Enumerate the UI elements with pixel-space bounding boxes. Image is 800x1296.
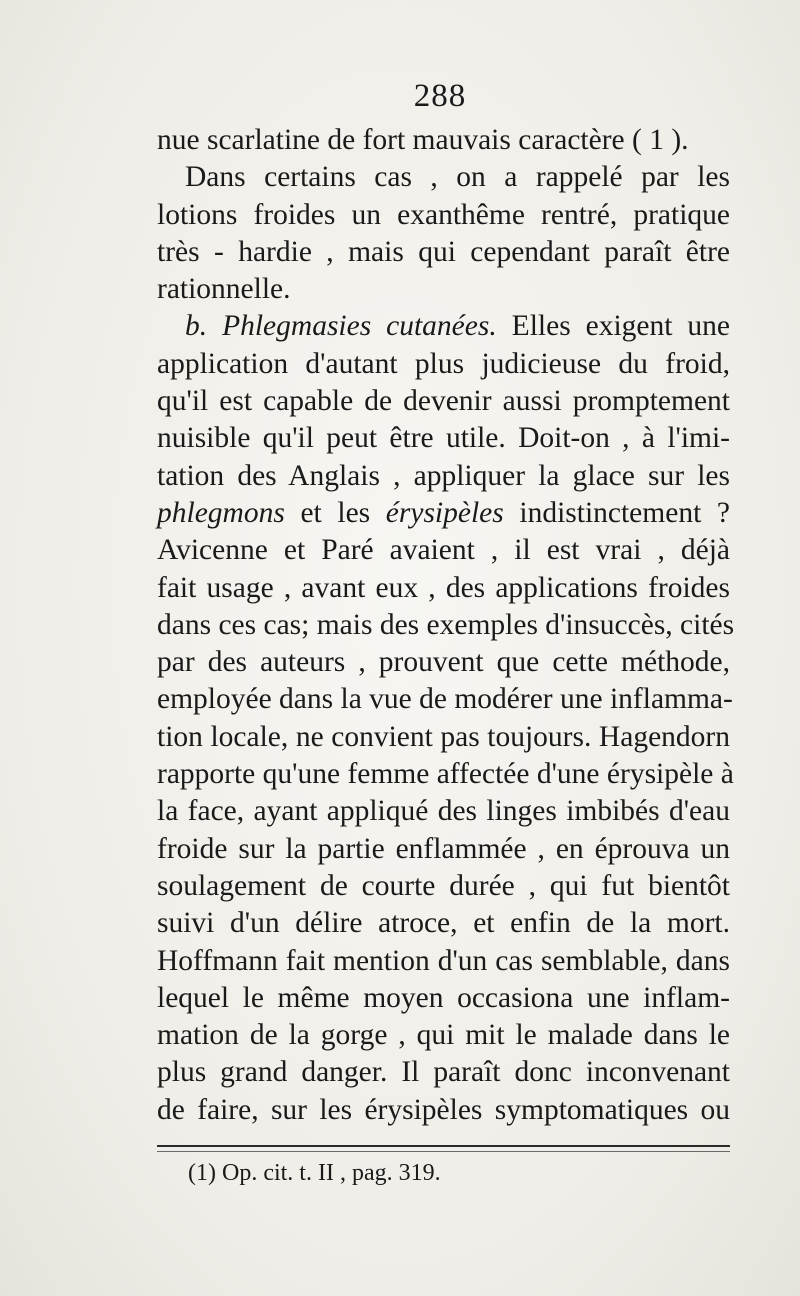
text-run: qu'il est capable de devenir aussi promptement [157,385,730,418]
text-run: de faire, sur les érysipèles symptomatiques ou [157,1093,730,1126]
text-line [157,234,730,271]
text-run: suivi d'un délire atroce, et enfin de la mort. [157,907,730,940]
text-run: et les [284,496,386,529]
text-run: fait usage , avant eux , des applications froides [157,571,730,604]
text-run: mation de la gorge , qui mit le malade dans le [157,1019,730,1052]
page-number: 288 [413,78,467,114]
text-run: très - hardie , mais qui cependant paraît être [157,235,730,268]
text-run: Hoffmann fait mention d'un cas semblable, dans [157,944,730,977]
text-run: soulagement de courte durée , qui fut bientôt [157,869,730,902]
text-line [157,943,730,980]
text-line [157,681,733,718]
text-run: rapporte qu'une femme affectée d'une érysipèle à [157,758,734,791]
text-line [157,607,735,644]
text-run: employée dans la vue de modérer une inflamma- [157,683,733,716]
text-run: nue scarlatine de fort mauvais caractère ( 1 ). [157,124,689,156]
text-run: Dans certains cas , on a rappelé par les [185,161,730,194]
text-line [157,644,730,681]
text-run: application d'autant plus judicieuse du froid, [157,347,730,380]
text-run: Avicenne et Paré avaient , il est vrai , déjà [157,534,730,567]
text-run: nuisible qu'il peut être utile. Doit-on , à l'imi- [157,422,730,455]
text-run: tion locale, ne convient pas toujours. Hagendorn [157,720,730,753]
text-run: indistinctement ? [503,496,730,529]
text-line [157,868,730,905]
text-line [157,383,730,420]
text-run: la face, ayant appliqué des linges imbibés d'eau [157,795,730,828]
italic-text: b. [185,310,223,343]
text-line [157,831,730,868]
text-line [157,905,730,942]
italic-text: Phlegmasies cutanées. [222,310,497,343]
text-run: rationnelle. [157,273,291,306]
footnote-rule [157,1145,730,1147]
italic-text: phlegmons [157,496,285,529]
text-run: par des auteurs , prouvent que cette méthode, [157,646,730,679]
text-line [157,197,730,234]
body-text [157,122,735,1129]
text-run: dans ces cas; mais des exemples d'insuccès, cités [157,608,735,641]
text-line [157,495,730,532]
text-line [157,308,730,345]
text-line [157,1092,730,1129]
text-line [157,458,730,495]
text-line [157,756,734,793]
text-line [157,346,730,383]
text-line [157,793,730,830]
text-line [157,532,730,569]
text-line [157,420,730,457]
text-run: plus grand danger. Il paraît donc inconvenant [157,1056,730,1089]
italic-text: érysipèles [385,496,504,529]
text-line [157,271,730,308]
text-run: tation des Anglais , appliquer la glace sur les [157,459,730,492]
text-line [157,159,730,196]
footnote: (1) Op. cit. t. II , pag. 319. [188,1160,441,1186]
text-run: froide sur la partie enflammée , en éprouva un [157,832,730,865]
text-run: lequel le même moyen occasiona une inflam- [157,981,730,1014]
text-line [157,1054,730,1091]
text-line [157,719,730,756]
text-line [157,570,730,607]
text-line [157,980,730,1017]
text-line [157,122,730,159]
text-run: Elles exigent une [496,310,730,343]
footnote-rule-thin [157,1151,730,1152]
text-line [157,1017,730,1054]
text-run: lotions froides un exanthême rentré, pratique [157,198,730,231]
